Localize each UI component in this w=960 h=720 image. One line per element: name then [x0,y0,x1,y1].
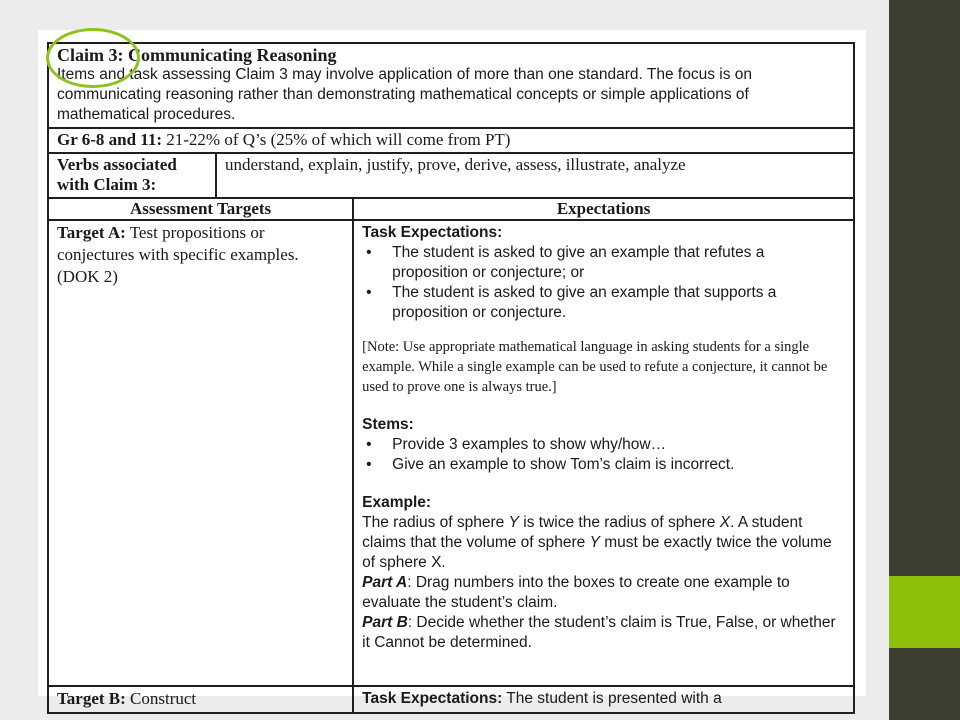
list-item: • The student is asked to give an example that refutes a proposition or conjecture; or [362,243,843,283]
verbs-label: Verbs associated with Claim 3: [48,153,216,198]
part-b-text: : Decide whether the student’s claim is True, False, or whether it Cannot be determined. [362,614,836,651]
grade-range-cell [48,128,854,153]
task-expectations-heading: Task Expectations: [362,224,503,241]
task-expectations-list [362,243,843,323]
list-item: • Provide 3 examples to show why/how… [362,435,843,455]
target-a-expectations [353,220,854,686]
example-heading: Example: [362,494,432,511]
column-header-targets: Assessment Targets [48,198,353,220]
column-header-expectations: Expectations [353,198,854,220]
grade-range-label: Gr 6-8 and 11: [57,130,163,149]
stems-list [362,435,843,475]
stems-heading: Stems: [362,416,414,433]
claim-title: Claim 3: Communicating Reasoning [57,45,337,65]
list-item: • The student is asked to give an example that supports a proposition or conjecture. [362,283,843,323]
part-a [362,573,843,613]
target-b-cell [48,686,353,713]
claim-header-cell [48,43,854,128]
target-b-task-text: The student is presented with a [506,690,722,707]
target-b-label: Target B: [57,689,126,708]
claim-document [47,42,857,714]
highlight-circle [46,28,140,88]
target-b-text: Construct [130,689,197,708]
part-a-label: Part A [362,574,408,591]
grade-range-text: 21-22% of Q’s (25% of which will come from PT) [166,130,511,149]
target-b-task-heading: Task Expectations: [362,690,503,707]
target-a-text: Test propositions or conjectures with specific examples. (DOK 2) [57,223,299,286]
list-item: • Give an example to show Tom’s claim is incorrect. [362,455,843,475]
part-a-text: : Drag numbers into the boxes to create one example to evaluate the student’s claim. [362,574,790,611]
target-a-cell [48,220,353,686]
target-a-label: Target A: [57,223,126,242]
document-image [38,30,866,708]
verbs-list: understand, explain, justify, prove, derive, assess, illustrate, analyze [216,153,854,198]
example-text: The radius of sphere Y is twice the radius of sphere X. A student claims that the volume of sphere Y must be exactly twice the volume of sphere X. [362,514,832,571]
part-b [362,613,843,653]
slide-accent-block [889,576,960,648]
part-b-label: Part B [362,614,408,631]
claim-description: Items and task assessing Claim 3 may involve application of more than one standard. The focus is on communicating reasoning rather than demonstrating mathematical concepts or simple applications of mathematical procedures. [57,66,752,123]
note-text: [Note: Use appropriate mathematical language in asking students for a single example. While a single example can be used to refute a conjecture, it cannot be used to prove one is always true.] [362,339,828,395]
target-b-expectations [353,686,854,713]
claim-table [47,42,855,714]
